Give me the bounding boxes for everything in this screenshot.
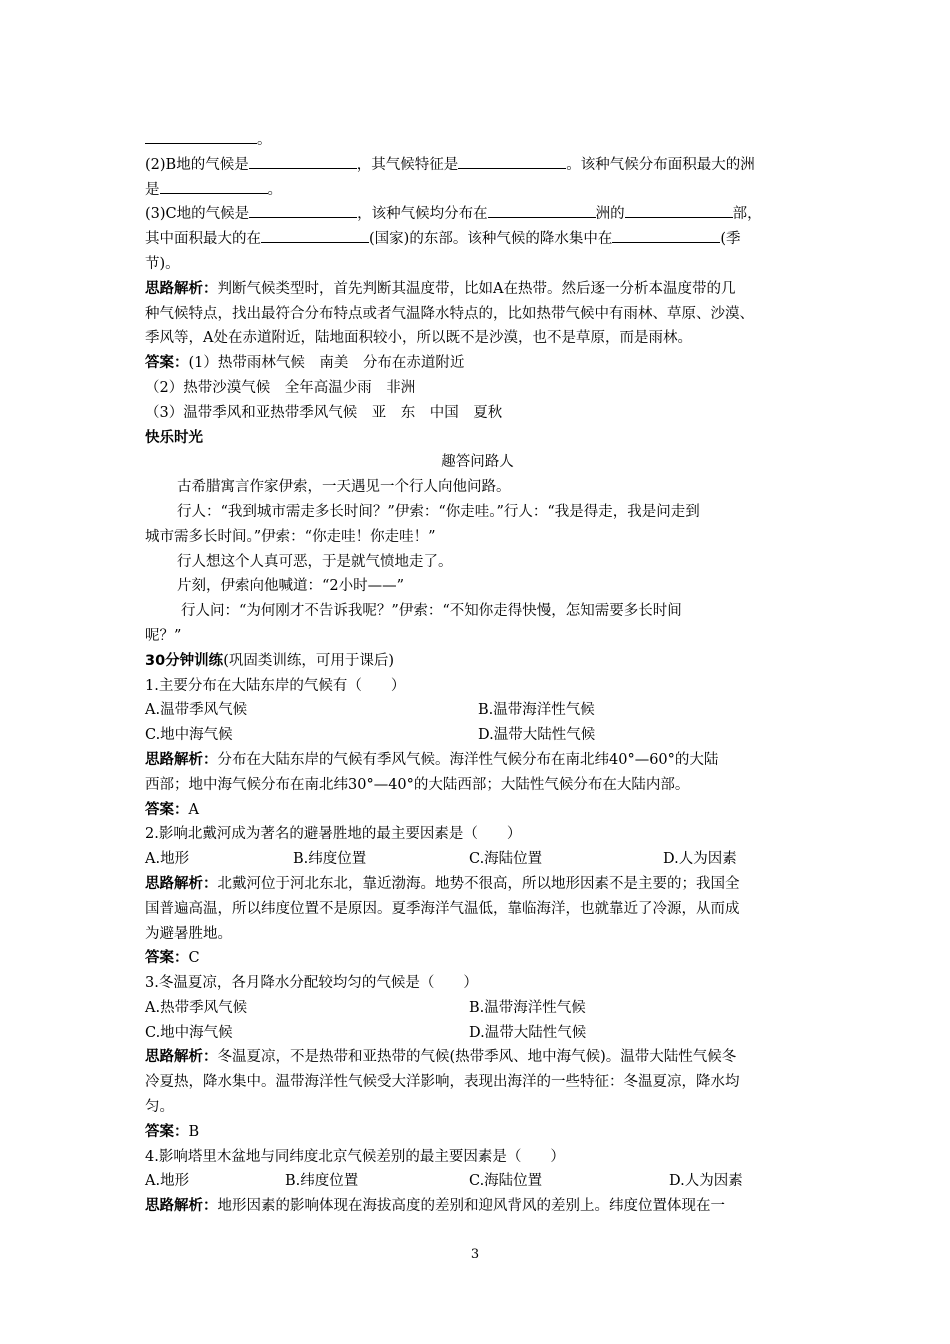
question-2-analysis: 思路解析：北戴河位于河北东北，靠近渤海。地势不很高，所以地形因素不是主要的；我国全 <box>145 875 740 892</box>
option-a[interactable]: A.地形 <box>145 851 190 868</box>
q3-line-2: 其中面积最大的在 (国家)的东部。该种气候的降水集中在 (季 <box>145 227 810 252</box>
question-1-options <box>145 698 810 723</box>
question-3-analysis-cont: 冷夏热，降水集中。温带海洋性气候受大洋影响，表现出海洋的一些特征：冬温夏凉，降水均 <box>145 1074 740 1091</box>
option-b[interactable]: B.温带海洋性气候 <box>478 702 595 719</box>
question-3-answer: 答案：B <box>145 1123 200 1140</box>
story-paragraph: 片刻，伊索向他喊道：“2小时——” <box>177 578 405 595</box>
question-3-options <box>145 1021 810 1046</box>
analysis-1: 思路解析：判断气候类型时，首先判断其温度带，比如A在热带。然后逐一分析本温度带的几 <box>145 280 736 297</box>
story-paragraph-cont: 城市需多长时间。”伊索：“你走哇！你走哇！” <box>145 528 436 545</box>
answer-blank[interactable] <box>160 179 268 194</box>
answer-1-line-3: （3）温带季风和亚热带季风气候 亚 东 中国 夏秋 <box>145 404 503 421</box>
answer-blank[interactable] <box>261 228 369 243</box>
option-d[interactable]: D.人为因素 <box>669 1173 743 1190</box>
question-4-analysis: 思路解析：地形因素的影响体现在海拔高度的差别和迎风背风的差别上。纬度位置体现在一 <box>145 1198 725 1215</box>
story-paragraph: 古希腊寓言作家伊索，一天遇见一个行人向他问路。 <box>177 479 511 496</box>
answer-1-line-2: （2）热带沙漠气候 全年高温少雨 非洲 <box>145 379 416 396</box>
answer-blank[interactable] <box>249 154 357 169</box>
option-d[interactable]: D.温带大陆性气候 <box>469 1024 587 1041</box>
option-c[interactable]: C.海陆位置 <box>469 851 543 868</box>
question-2-analysis-cont: 国普遍高温，所以纬度位置不是原因。夏季海洋气温低，靠临海洋，也就靠近了冷源，从而成 <box>145 900 740 917</box>
option-a[interactable]: A.地形 <box>145 1173 190 1190</box>
question-3-stem: 3.冬温夏凉，各月降水分配较均匀的气候是（ ） <box>145 975 478 992</box>
option-a[interactable]: A.热带季风气候 <box>145 999 248 1016</box>
question-2-stem: 2.影响北戴河成为著名的避暑胜地的最主要因素是（ ） <box>145 826 522 843</box>
option-c[interactable]: C.地中海气候 <box>145 1024 233 1041</box>
question-2-analysis-cont: 为避暑胜地。 <box>145 925 232 942</box>
option-b[interactable]: B.温带海洋性气候 <box>469 999 586 1016</box>
option-b[interactable]: B.纬度位置 <box>285 1173 359 1190</box>
question-1-options <box>145 723 810 748</box>
answer-blank[interactable] <box>488 203 596 218</box>
option-a[interactable]: A.温带季风气候 <box>145 702 248 719</box>
option-c[interactable]: C.海陆位置 <box>469 1173 543 1190</box>
option-b[interactable]: B.纬度位置 <box>293 851 367 868</box>
story-paragraph-cont: 呢？” <box>145 627 182 644</box>
q2-line: (2)B地的气候是 ，其气候特征是 。该种气候分布面积最大的洲 <box>145 153 810 178</box>
answer-1: 答案：(1）热带雨林气候 南美 分布在赤道附近 <box>145 355 465 372</box>
section-heading-fun: 快乐时光 <box>145 429 203 446</box>
story-paragraph: 行人想这个人真可恶，于是就气愤地走了。 <box>177 553 453 570</box>
answer-blank[interactable] <box>458 154 566 169</box>
q2-line-2: 是 。 <box>145 178 810 203</box>
q3-line: (3)C地的气候是 ，该种气候均分布在 洲的 部， <box>145 202 810 227</box>
answer-blank[interactable] <box>625 203 733 218</box>
option-c[interactable]: C.地中海气候 <box>145 727 233 744</box>
analysis-1-cont: 种气候特点，找出最符合分布特点或者气温降水特点的，比如热带气候中有雨林、草原、沙漠、 <box>145 305 754 322</box>
answer-blank[interactable] <box>249 203 357 218</box>
question-1-analysis: 思路解析：分布在大陆东岸的气候有季风气候。海洋性气候分布在南北纬40°—60°的大陆 <box>145 751 719 768</box>
page-number: 3 <box>470 1247 480 1262</box>
story-title: 趣答问路人 <box>441 454 514 471</box>
document-page <box>145 128 810 1219</box>
story-paragraph: 行人问：“为何刚才不告诉我呢？”伊索：“不知你走得快慢，怎知需要多长时间 <box>181 603 682 620</box>
analysis-1-cont: 季风等，A处在赤道附近，陆地面积较小，所以既不是沙漠，也不是草原，而是雨林。 <box>145 330 692 347</box>
answer-blank[interactable] <box>145 129 257 144</box>
story-paragraph: 行人：“我到城市需走多长时间？”伊索：“你走哇。”行人：“我是得走，我是问走到 <box>177 503 700 520</box>
question-1-answer: 答案：A <box>145 801 199 818</box>
question-2-options <box>145 847 810 872</box>
q-line-1: 。 <box>145 128 810 153</box>
question-4-options <box>145 1169 810 1194</box>
option-d[interactable]: D.人为因素 <box>663 851 737 868</box>
question-3-analysis-cont: 匀。 <box>145 1099 174 1116</box>
question-2-answer: 答案：C <box>145 950 200 967</box>
question-3-options <box>145 996 810 1021</box>
q3-line-3: 节)。 <box>145 255 180 272</box>
option-d[interactable]: D.温带大陆性气候 <box>478 727 596 744</box>
answer-blank[interactable] <box>612 228 720 243</box>
section-heading-training: 30分钟训练(巩固类训练，可用于课后) <box>145 652 395 669</box>
question-1-stem: 1.主要分布在大陆东岸的气候有（ ） <box>145 677 406 694</box>
question-4-stem: 4.影响塔里木盆地与同纬度北京气候差别的最主要因素是（ ） <box>145 1148 565 1165</box>
question-1-analysis-cont: 西部；地中海气候分布在南北纬30°—40°的大陆西部；大陆性气候分布在大陆内部。 <box>145 776 690 793</box>
question-3-analysis: 思路解析：冬温夏凉，不是热带和亚热带的气候(热带季风、地中海气候)。温带大陆性气候冬 <box>145 1049 737 1066</box>
